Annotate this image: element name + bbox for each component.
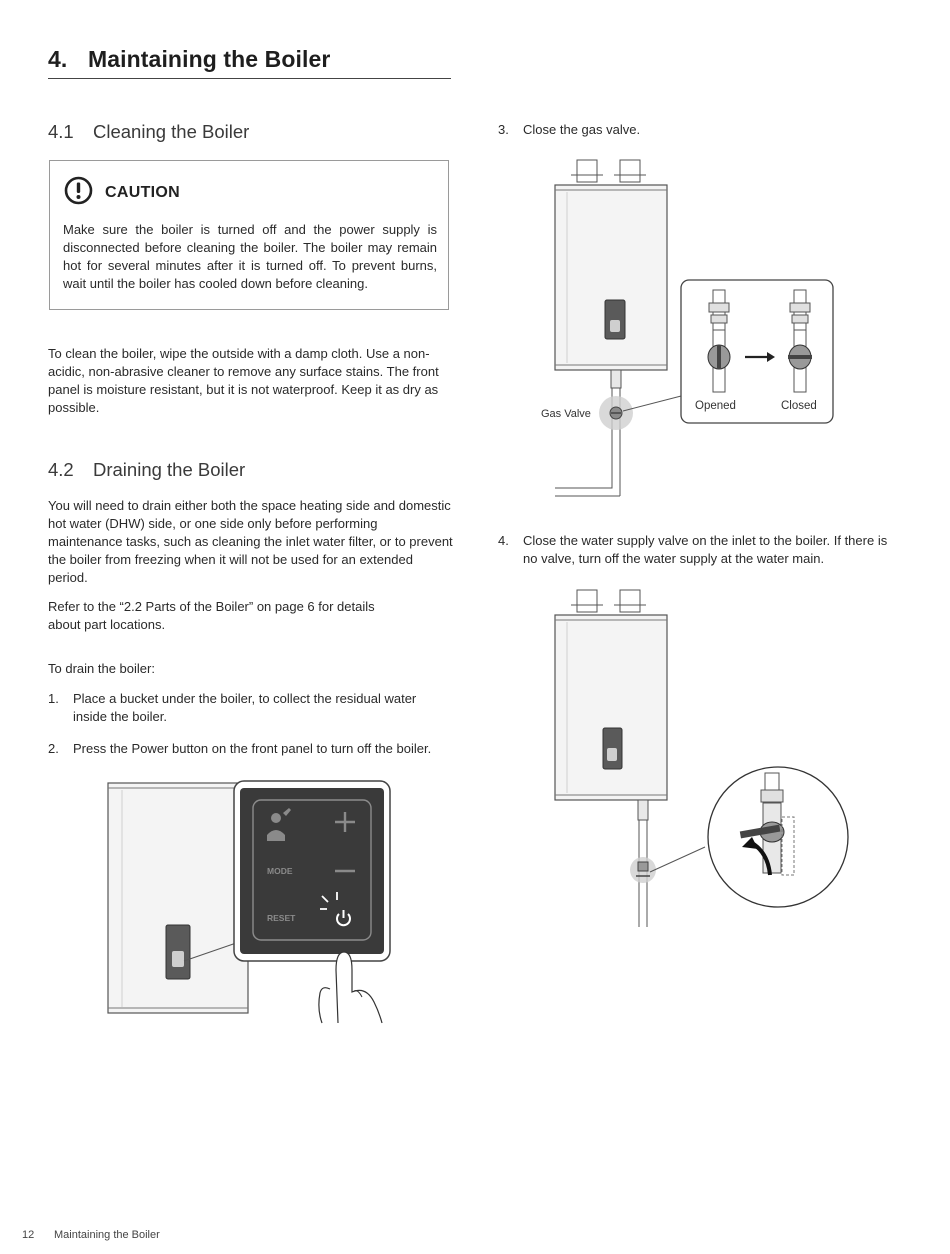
step-4 [498,532,898,568]
section-heading [48,46,330,73]
step-3 [498,121,898,141]
heading-rule [48,78,451,79]
section-number: 4. [48,46,68,72]
draining-number: 4.2 [48,459,74,480]
caution-box [49,160,449,310]
page-number: 12 [22,1229,35,1241]
gas-valve-figure [535,155,840,500]
step-3-number: 3. [498,122,509,137]
water-valve-figure [550,585,850,930]
cleaning-title: Cleaning the Boiler [93,121,250,142]
opened-label: Opened [695,400,736,412]
mode-label: MODE [267,866,293,876]
cleaning-body: To clean the boiler, wipe the outside with a damp cloth. Use a non-acidic, non-abrasive cleaner to remove any surface stains. The front panel is moisture resistant, but it is not waterproof. Keep it as dry as possible. [48,346,439,415]
footer-section: Maintaining the Boiler [54,1229,160,1241]
step-1-text: Place a bucket under the boiler, to collect the residual water inside the boiler. [73,691,417,724]
draining-intro: You will need to drain either both the space heating side and domestic hot water (DHW) side, or one side only before performing maintenance tasks, such as cleaning the inlet water filter, or to prevent the boiler from freezing when it will not be used for an extended period. [48,498,453,585]
cleaning-number: 4.1 [48,121,74,142]
boiler-display [605,300,625,339]
page-footer [22,1229,160,1241]
caution-text: Make sure the boiler is turned off and the power supply is disconnected before cleaning the boiler. The boiler may remain hot for several minutes after it is turned off. To prevent burns, wait until the boiler has cooled down before cleaning. [63,222,437,291]
draining-refer: Refer to the “2.2 Parts of the Boiler” on page 6 for details about part locations. [48,599,375,632]
finger-illustration [336,952,382,1023]
cleaning-heading [48,121,249,143]
draining-lead: To drain the boiler: [48,661,155,676]
closed-label: Closed [781,400,817,412]
step-4-text: Close the water supply valve on the inlet to the boiler. If there is no valve, turn off the water supply at the water main. [523,533,888,566]
step-2-text: Press the Power button on the front panel to turn off the boiler. [73,741,432,756]
gas-valve-label: Gas Valve [541,408,591,420]
step-3-text: Close the gas valve. [523,122,641,137]
caution-icon [64,176,93,205]
power-panel-figure [100,775,400,1035]
step-1-number: 1. [48,691,59,706]
step-2 [48,740,458,760]
section-title: Maintaining the Boiler [88,46,331,72]
boiler-body [555,185,667,370]
reset-label: RESET [267,913,296,923]
draining-title: Draining the Boiler [93,459,246,480]
boiler-body [555,615,667,800]
caution-title: CAUTION [105,184,180,201]
step-1 [48,690,453,726]
draining-heading [48,459,245,481]
control-panel [240,788,384,954]
step-4-number: 4. [498,533,509,548]
step-2-number: 2. [48,741,59,756]
